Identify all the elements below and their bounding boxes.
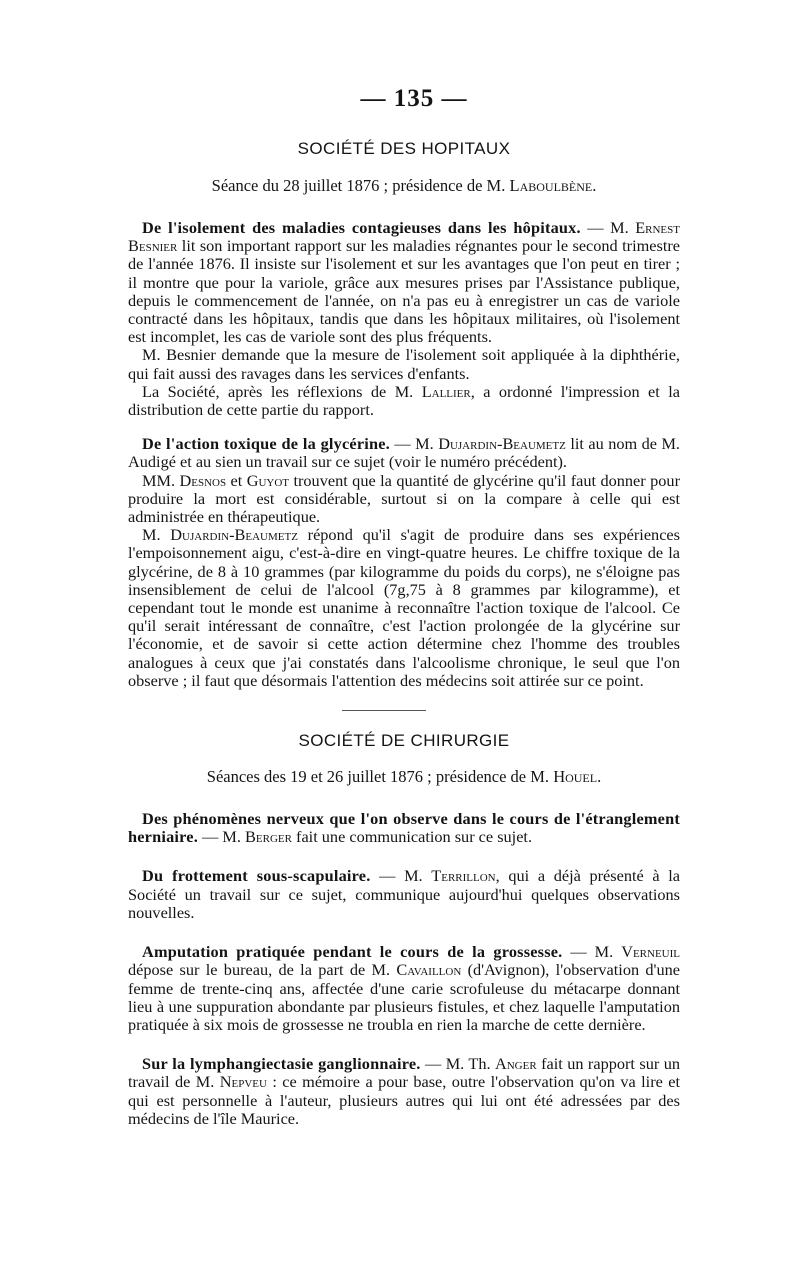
paragraph-text: et xyxy=(226,470,247,490)
section-divider xyxy=(128,696,680,722)
paragraph-text: dépose sur le bureau, de la part de M. xyxy=(128,960,397,980)
paragraph xyxy=(128,219,680,346)
paragraph-text: fait un rapport sur un travail de M. xyxy=(128,1054,680,1092)
paragraph xyxy=(128,867,680,922)
dash: — M. xyxy=(370,866,432,886)
section-title-hopitaux: SOCIÉTÉ DES HOPITAUX xyxy=(297,139,511,158)
dash: — M. xyxy=(580,218,636,237)
dash: — M. xyxy=(197,827,246,847)
paragraph-text: : ce mémoire a pour base, outre l'observation qu'on va lire et qui est personnelle à l'auteur, plusieurs autres qui lui ont été adressées par des médecins de l'île Maurice. xyxy=(128,1072,681,1128)
paragraph-text: lit son important rapport sur les maladies régnantes pour le second trimestre de l'année 1876. Il insiste sur l'isolement et sur les avantages que l'on peut en tirer ; il montre que pour la variole, grâce aux mesures prises par l'Assistance publique, depuis le commencement de l'année, on n'a pas eu à enregistrer un cas de variole contracté dans les hôpitaux, tandis que dans les hôpitaux militaires, où l'isolement est incomplet, les cas de variole sont des plus fréquents. xyxy=(128,236,680,347)
paragraph-text: fait une communication sur ce sujet. xyxy=(291,827,533,847)
author-name: Nepveu xyxy=(219,1072,267,1092)
author-name: Guyot xyxy=(246,470,290,490)
session-text: Séance du 28 juillet 1876 ; présidence de M. xyxy=(211,176,506,195)
author-name: Dujardin-Beaumetz xyxy=(170,525,298,545)
paragraph-text: , a ordonné l'impression et la distribution de cette partie du rapport. xyxy=(128,381,680,420)
article-heading: Amputation pratiquée pendant le cours de la grossesse. xyxy=(142,942,563,962)
president-name: Houel xyxy=(553,767,598,787)
article-isolement xyxy=(128,219,680,419)
session-text: Séances des 19 et 26 juillet 1876 ; présidence de M. xyxy=(206,767,550,787)
author-name: Ernest Besnier xyxy=(128,218,680,256)
article-frottement xyxy=(128,867,680,922)
session-line-chirurgie xyxy=(128,766,680,788)
paragraph xyxy=(128,943,680,1034)
session-line-hopitaux xyxy=(128,175,680,197)
article-lymphangiectasie xyxy=(128,1055,680,1128)
paragraph: M. Besnier demande que la mesure de l'isolement soit appliquée à la diphthérie, qui fait aussi des ravages dans les services d'enfants. xyxy=(128,345,680,383)
author-name: Lallier xyxy=(421,381,471,401)
paragraph xyxy=(128,1055,680,1128)
session-suffix: . xyxy=(592,176,597,195)
author-name: Anger xyxy=(494,1054,537,1074)
article-heading: Sur la lymphangiectasie ganglionnaire. xyxy=(142,1054,421,1074)
article-heading: De l'action toxique de la glycérine. xyxy=(142,434,390,454)
paragraph-text: La Société, après les réflexions de M. xyxy=(142,381,422,401)
paragraph xyxy=(128,526,680,690)
article-heading: De l'isolement des maladies contagieuses dans les hôpitaux. xyxy=(142,218,581,237)
article-amputation xyxy=(128,943,680,1034)
author-name: Cavaillon xyxy=(396,960,462,980)
author-name: Verneuil xyxy=(621,942,680,962)
paragraph-text: répond qu'il s'agit de produire dans ses expériences l'empoisonnement aigu, c'est-à-dire en vingt-quatre heures. Le chiffre toxique de la glycérine, de 8 à 10 grammes (par kilogramme du poids du corps), ne s'éloigne pas insensiblement de celui de l'alcool (7g,75 à 8 grammes par kilogramme), et cependant tout le monde est unanime à reconnaître l'action toxique de l'alcool. Ce qu'il serait intéressant de connaître, c'est l'action prolongée de la glycérine sur l'économie, et de savoir si cette action détermine chez l'homme des troubles analogues à ceux que j'ai constatés dans l'alcoolisme chronique, le seul que l'on observe ; il faut que désormais l'attention des médecins soit attirée sur ce point. xyxy=(128,525,680,690)
dash: — M. Th. xyxy=(420,1054,495,1074)
paragraph xyxy=(128,472,680,527)
paragraph xyxy=(128,435,680,471)
paragraph-text: , qui a déjà présenté à la Société un travail sur ce sujet, communique aujourd'hui quelques observations nouvelles. xyxy=(128,866,681,922)
dash: — M. xyxy=(562,942,622,962)
paragraph xyxy=(128,810,680,846)
author-name: Dujardin-Beaumetz xyxy=(438,434,566,454)
author-name: Terrillon xyxy=(431,866,496,886)
dash: — M. xyxy=(389,434,439,454)
paragraph-text: M. xyxy=(142,525,171,545)
page-number: — 135 — xyxy=(360,85,468,112)
session-suffix: . xyxy=(597,767,602,787)
paragraph-text: MM. xyxy=(142,470,180,490)
paragraph-text: lit au nom de M. Audigé et au sien un travail sur ce sujet (voir le numéro précédent). xyxy=(128,434,680,472)
author-name: Berger xyxy=(245,827,292,847)
paragraph xyxy=(128,383,680,419)
paragraph-text: trouvent que la quantité de glycérine qu'il faut donner pour produire la mort est considérable, surtout si on la compare à celle qui est administrée en thérapeutique. xyxy=(128,470,680,527)
divider-line xyxy=(342,710,426,711)
article-glycerine xyxy=(128,435,680,690)
section-title-chirurgie: SOCIÉTÉ DE CHIRURGIE xyxy=(298,731,510,751)
article-etranglement xyxy=(128,810,680,846)
president-name: Laboulbène xyxy=(509,176,593,195)
page xyxy=(128,84,680,1128)
paragraph-text: (d'Avignon), l'observation d'une femme de trente-cinq ans, affectée d'une carie scrofuleuse du métacarpe donnant lieu à une suppuration abondante par plusieurs fistules, et chez laquelle l'amputation pratiquée à six mois de grossesse ne troubla en rien la marche de cette dernière. xyxy=(128,960,680,1034)
article-heading: Des phénomènes nerveux que l'on observe dans le cours de l'étranglement herniaire. xyxy=(128,809,680,847)
author-name: Desnos xyxy=(179,470,227,490)
article-heading: Du frottement sous-scapulaire. xyxy=(142,866,371,886)
